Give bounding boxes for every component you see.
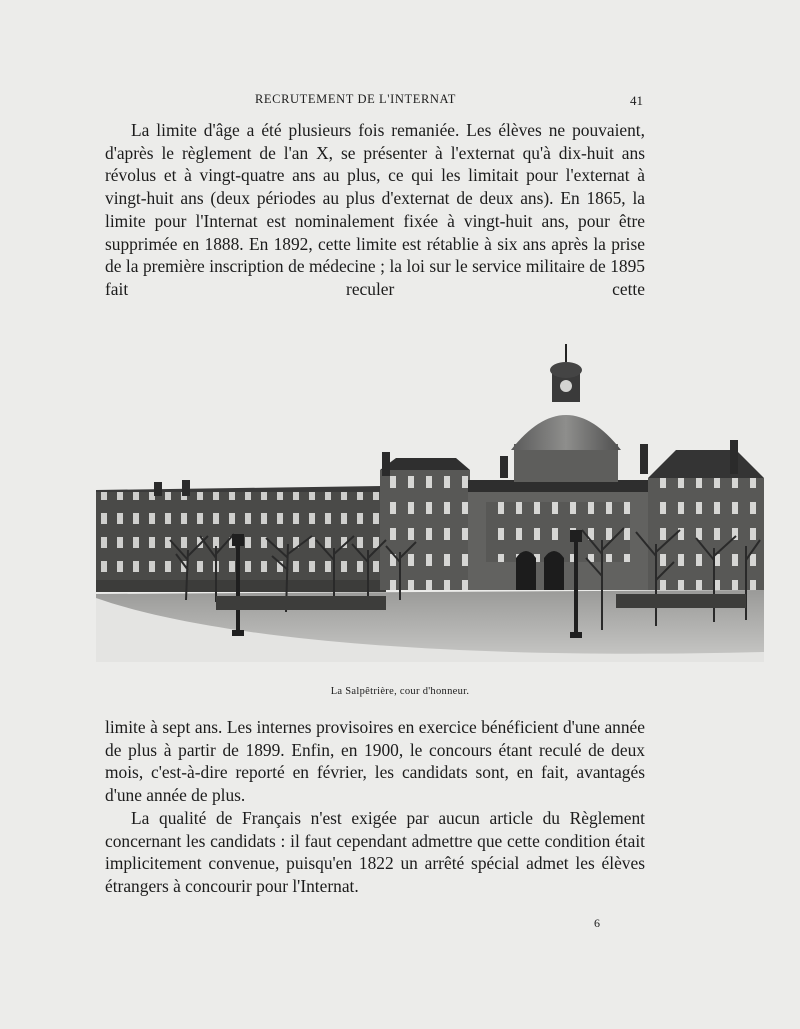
salpetriere-engraving <box>96 340 764 662</box>
paragraph-interns: limite à sept ans. Les internes provisoires en exercice bénéficient d'une année de plus à partir de 1899. Enfin, en 1900, le concours étant reculé de deux mois, c'est-à-dire reporté en février, les candidats sont, en fait, avantagés d'une année de plus. <box>105 717 645 806</box>
page-header <box>0 92 800 108</box>
figure-caption: La Salpêtrière, cour d'honneur. <box>330 686 470 697</box>
signature-mark: 6 <box>594 916 600 930</box>
paragraph-age-limit: La limite d'âge a été plusieurs fois remaniée. Les élèves ne pouvaient, d'après le règlement de l'an X, se présenter à l'externat qu'à dix-huit ans révolus et à vingt-quatre ans au plus, ce qui les limitait pour l'externat à vingt-huit ans (deux périodes au plus d'externat de deux ans). En 1865, la limite pour l'Internat est nominalement fixée à vingt-huit ans, pour être supprimée en 1888. En 1892, cette limite est rétablie à six ans après la prise de la première inscription de médecine ; la loi sur le service militaire de 1895 fait reculer cette <box>105 120 645 299</box>
running-title: RECRUTEMENT DE L'INTERNAT <box>255 92 457 106</box>
photo-salpetriere <box>96 340 764 662</box>
page-number: 41 <box>630 93 643 108</box>
paragraph-nationality: La qualité de Français n'est exigée par aucun article du Règlement concernant les candidats : il faut cependant admettre que cette condition était implicitement convenue, puisqu'en 1822 un arrêté spécial admet les élèves étrangers à concourir pour l'Internat. <box>105 808 645 897</box>
